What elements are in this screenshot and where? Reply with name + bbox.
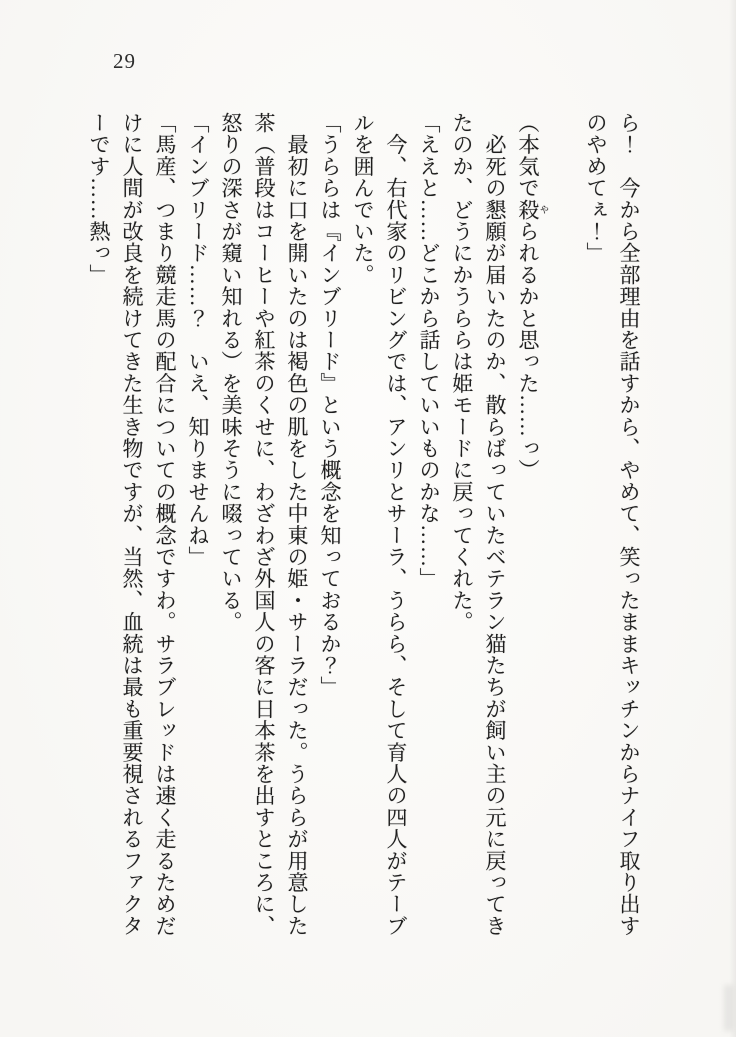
text-block (82, 112, 645, 946)
text-line: ーです……熱っ」 (87, 112, 111, 286)
text-line: たのか、どうにかうららは姫モードに戻ってくれた。 (450, 112, 474, 633)
text-line: 最初に口を開いたのは褐色の肌をした中東の姫・サーラだった。うららが用意した (285, 112, 309, 937)
text-line: けに人間が改良を続けてきた生き物ですが、当然、血統は最も重要視されるファクタ (120, 112, 144, 937)
text-line: 「ええと……どこから話していいものかな……」 (417, 112, 441, 590)
text-line: ら！ 今から全部理由を話すから、やめて、笑ったままキッチンからナイフ取り出す (617, 112, 641, 937)
ruby-annotation: 殺 や (516, 198, 549, 221)
text-line: 「インブリード……？ いえ、知りませんね」 (186, 112, 210, 568)
text-line: 茶（普段はコーヒーや紅茶のくせに、わざわざ外国人の客に日本茶を出すところに、 (252, 112, 276, 937)
text-line: 怒りの深さが窺い知れる）を美味そうに啜っている。 (219, 112, 243, 633)
text-line: （本気で殺 やられるかと思った……っ） (516, 112, 549, 481)
page-number: 29 (113, 49, 136, 73)
text-line: 「馬産、つまり競走馬の配合についての概念ですわ。サラブレッドは速く走るためだ (153, 112, 177, 937)
text-line: ルを囲んでいた。 (351, 112, 375, 286)
text-line: 必死の懇願が届いたのか、散らばっていたベテラン猫たちが飼い主の元に戻ってき (483, 112, 507, 937)
text-line: 今、右代家のリビングでは、アンリとサーラ、うらら、そして育人の四人がテーブ (384, 112, 408, 937)
furigana-text: や (539, 198, 549, 221)
text-line: 「うららは『インブリード』という概念を知っておるか？」 (318, 112, 342, 698)
text-line: のやめてぇ！」 (584, 112, 608, 264)
